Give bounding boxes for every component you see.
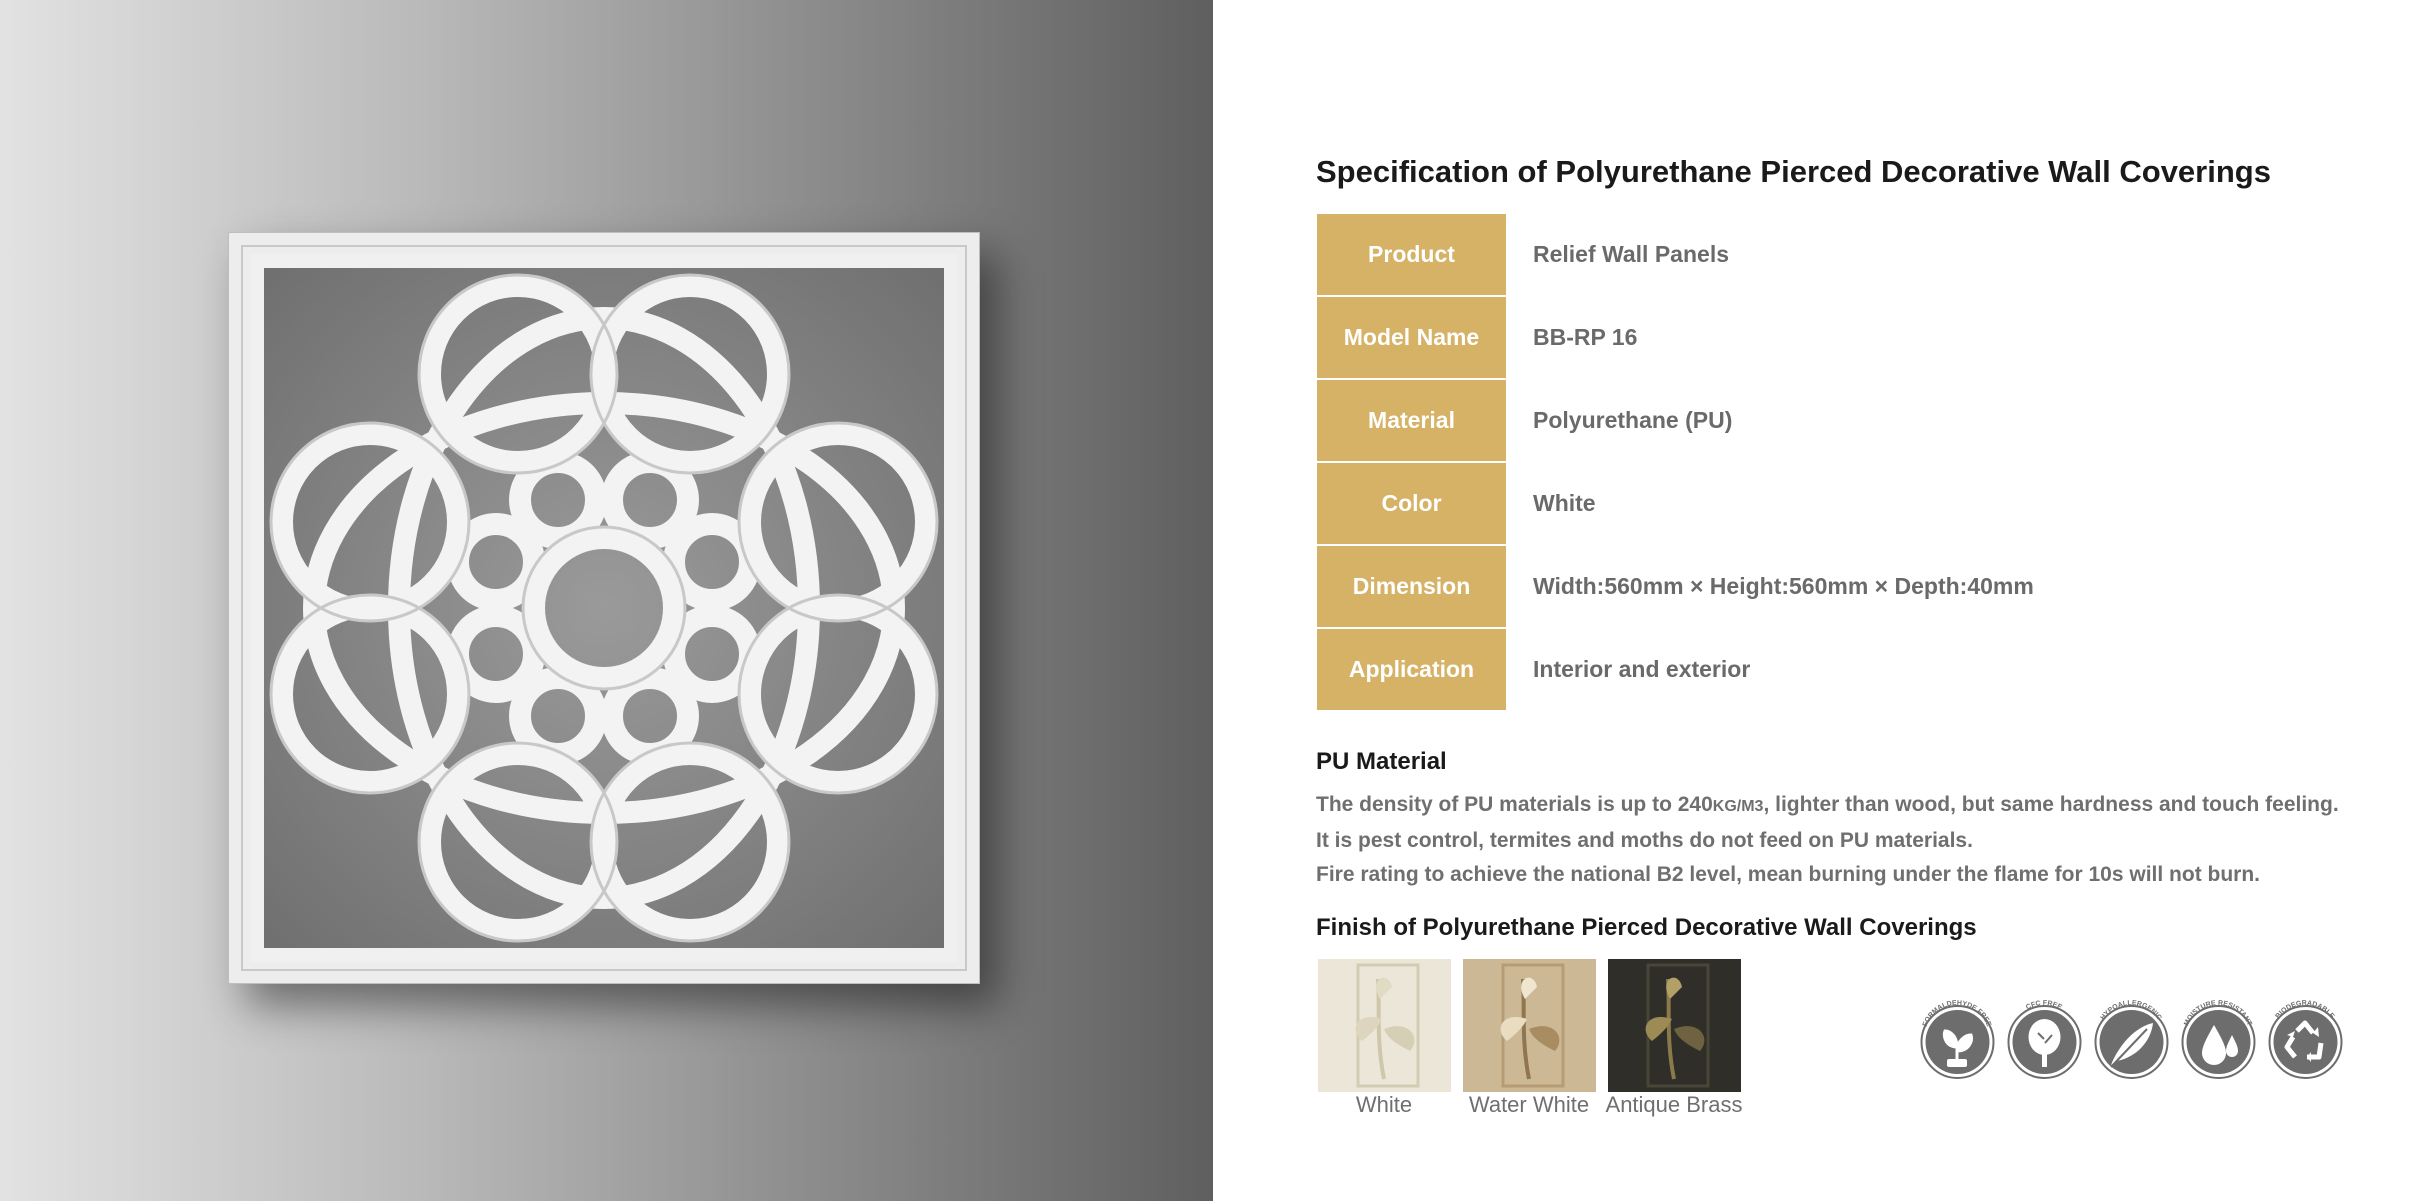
spec-label: Material <box>1317 380 1506 461</box>
spec-label: Model Name <box>1317 297 1506 378</box>
svg-text:CFC FREE <box>2025 1000 2063 1012</box>
water-drops-icon <box>2176 995 2261 1080</box>
pu-line-density <box>1316 788 2339 824</box>
pu-line-pest: It is pest control, termites and moths do not feed on PU materials. <box>1316 829 1973 852</box>
spec-row-application <box>1317 629 2217 712</box>
finish-title: Finish of Polyurethane Pierced Decorative Wall Coverings <box>1316 914 1977 941</box>
swatch-water-white <box>1463 959 1596 1092</box>
pierced-wall-panel-image <box>228 232 980 984</box>
spec-row-color <box>1317 463 2217 546</box>
spec-row-model-name <box>1317 297 2217 380</box>
pu-line-density-rest: , lighter than wood, but same hardness and touch feeling. <box>1763 793 2339 816</box>
orchid-relief-white-image <box>1318 959 1451 1092</box>
swatch-antique-brass <box>1608 959 1741 1092</box>
spec-value: Width:560mm × Height:560mm × Depth:40mm <box>1533 573 2034 599</box>
spec-row-product <box>1317 214 2217 297</box>
swatch-label-water-white: Water White <box>1468 1092 1590 1117</box>
badge-text: MOISTURE RESISTANT <box>2183 999 2253 1027</box>
badge-text: HYPOALLERGENIC <box>2099 999 2163 1022</box>
orchid-relief-water-white-image <box>1463 959 1596 1092</box>
pu-line-density-text: The density of PU materials is up to 240 <box>1316 793 1713 816</box>
swatch-label-white: White <box>1355 1092 1413 1117</box>
spec-value: BB-RP 16 <box>1533 324 1638 350</box>
swatch-label-antique-brass: Antique Brass <box>1605 1092 1743 1117</box>
pu-line-fire: Fire rating to achieve the national B2 level, mean burning under the flame for 10s will not burn. <box>1316 863 2261 886</box>
seedling-icon <box>1915 995 2000 1080</box>
feather-icon <box>2089 995 2174 1080</box>
spec-label: Color <box>1317 463 1506 544</box>
badge-text: FORMALDEHYDE FREE <box>1921 999 1993 1028</box>
pu-material-description <box>1316 788 2339 892</box>
spec-label: Application <box>1317 629 1506 710</box>
spec-label: Dimension <box>1317 546 1506 627</box>
spec-value: White <box>1533 490 1596 516</box>
eco-badges <box>1915 995 2350 1080</box>
recycle-icon <box>2263 995 2348 1080</box>
spec-row-material <box>1317 380 2217 463</box>
spec-value: Relief Wall Panels <box>1533 241 1729 267</box>
spec-value: Interior and exterior <box>1533 656 1751 682</box>
spec-title: Specification of Polyurethane Pierced Decorative Wall Coverings <box>1316 154 2271 189</box>
orchid-relief-antique-brass-image <box>1608 959 1741 1092</box>
spec-value: Polyurethane (PU) <box>1533 407 1733 433</box>
tree-icon <box>2002 995 2087 1080</box>
density-unit: KG/M3 <box>1712 798 1764 815</box>
swatch-white <box>1318 959 1451 1092</box>
badge-text: BIODEGRADABLE <box>2274 999 2336 1021</box>
pu-material-title: PU Material <box>1316 748 1447 775</box>
spec-row-dimension <box>1317 546 2217 629</box>
spec-label: Product <box>1317 214 1506 295</box>
badge-text: CFC FREE <box>2025 999 2063 1012</box>
spec-table <box>1317 214 2217 712</box>
